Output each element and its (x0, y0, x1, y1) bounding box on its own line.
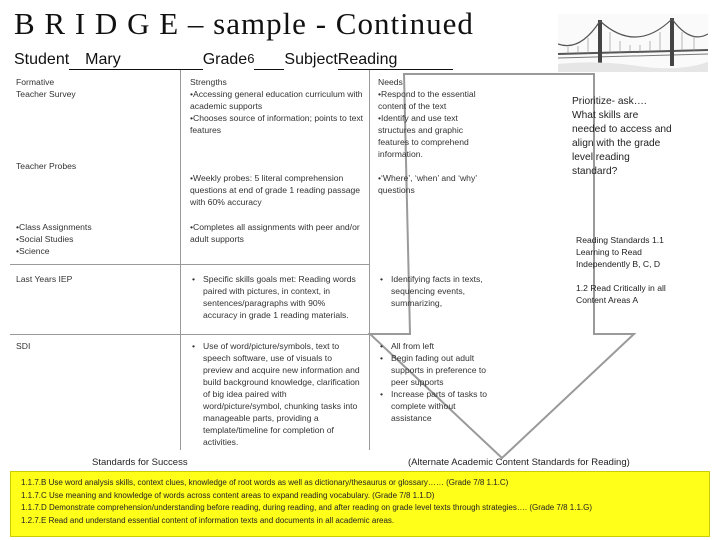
read-critically-note: 1.2 Read Critically in all Content Areas A (576, 283, 666, 305)
standard-item: 1.1.7.C Use meaning and knowledge of words across content areas to expand reading vocabulary. (Grade 7/8 1.1.D) (21, 490, 435, 500)
probes-label: Teacher Probes (16, 161, 77, 171)
grade-label: Grade (202, 51, 248, 68)
row-divider (10, 264, 370, 265)
standard-item: 1.2.7.E Read and understand essential content of information texts and documents in all academic areas. (21, 515, 395, 525)
probes-strengths: •Weekly probes: 5 literal comprehension questions at end of grade 1 reading passage with 60% accuracy (190, 173, 361, 207)
formative-label: Formative Teacher Survey (16, 77, 76, 99)
sdi-strengths: • Use of word/picture/symbols, text to speech software, use of visuals to preview and acquire new information and build background knowledge, clarification of big idea paired with word/picture/symbol, chunking tasks into manageable parts, providing a template/timeline for completion of activities. (190, 340, 360, 448)
standard-item: 1.1.7.B Use word analysis skills, context clues, knowledge of root words as well as dictionary/thesaurus or glossary…… (Grade 7/8 1.1.C) (21, 478, 509, 487)
standards-box (10, 471, 710, 537)
student-label: Student (14, 51, 70, 68)
assignments-strengths: •Completes all assignments with peer and/or adult supports (190, 222, 360, 244)
formative-needs: Needs •Respond to the essential content of the text •Identify and use text structures and graphic features to comprehend information. (378, 77, 476, 159)
formative-strengths: Strengths •Accessing general education curriculum with academic supports •Chooses source of information; points to text features (190, 77, 364, 135)
reading-standards-note: Reading Standards 1.1 Learning to Read Independently B, C, D (576, 235, 664, 269)
subject-value: Reading (338, 47, 398, 70)
probes-needs: •‘Where’, ‘when’ and ‘why’ questions (378, 173, 477, 195)
page-title: B R I D G E – sample - Continued (14, 6, 474, 41)
standard-item: 1.1.7.D Demonstrate comprehension/understanding before reading, during reading, and after reading on grade level texts through strategies…. (Grade 7/8 1.1.G) (21, 503, 593, 512)
subject-label: Subject (284, 51, 338, 68)
blank-underline (254, 51, 284, 70)
blank-underline (69, 51, 85, 70)
column-divider (369, 70, 370, 450)
iep-label: Last Years IEP (16, 274, 73, 284)
blank-underline (121, 51, 203, 70)
bridge-image (558, 14, 708, 72)
blank-underline (397, 51, 453, 70)
assignments-label: •Class Assignments •Social Studies •Science (16, 222, 92, 256)
prioritize-note: Prioritize- ask…. What skills are needed to access and align with the grade level reading standard? (572, 96, 672, 177)
standards-for-success-label: Standards for Success (92, 457, 188, 468)
iep-strengths: • Specific skills goals met: Reading words paired with pictures, in context, in sentences/paragraphs with 90% accuracy in grade 1 reading materials. (190, 273, 360, 321)
alternate-standards-label: (Alternate Academic Content Standards for Reading) (408, 457, 630, 468)
column-divider (180, 70, 181, 450)
sdi-needs: • All from left • Begin fading out adult supports in preference to peer supports • Increase parts of tasks to complete without assistance (378, 340, 496, 424)
grade-value: 6 (247, 51, 255, 66)
sdi-label: SDI (16, 341, 31, 351)
row-divider (10, 334, 370, 335)
student-name: Mary (85, 51, 121, 68)
student-info-line (14, 47, 453, 70)
iep-needs: • Identifying facts in texts, sequencing events, summarizing, (378, 273, 496, 309)
